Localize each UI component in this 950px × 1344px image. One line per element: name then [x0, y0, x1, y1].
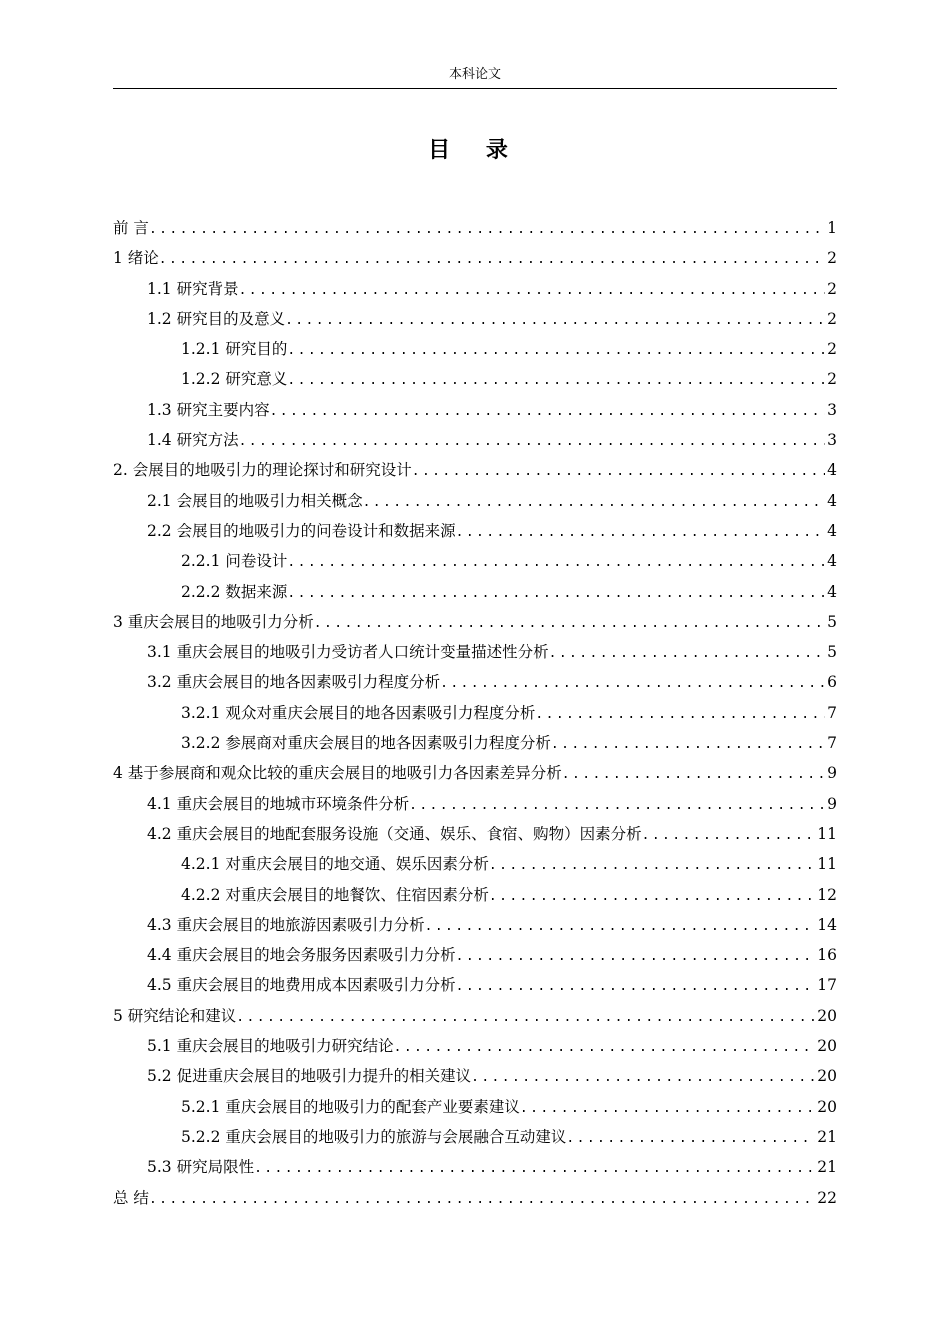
toc-entry-title: 5.1 重庆会展目的地吸引力研究结论 [147, 1037, 394, 1056]
toc-dot-leader [287, 366, 825, 396]
toc-entry-title: 5.3 研究局限性 [147, 1158, 255, 1177]
toc-entry[interactable] [113, 1061, 837, 1091]
toc-entry[interactable] [113, 728, 837, 758]
toc-dot-leader [425, 912, 816, 942]
toc-dot-leader [456, 972, 816, 1002]
toc-entry-page: 5 [827, 643, 837, 662]
toc-entry-page: 3 [827, 400, 837, 419]
toc-entry[interactable] [113, 516, 837, 546]
toc-dot-leader [314, 609, 825, 639]
toc-entry[interactable] [113, 546, 837, 576]
toc-dot-leader [412, 457, 825, 487]
toc-entry[interactable] [113, 395, 837, 425]
toc-entry-title: 1 绪论 [113, 249, 159, 268]
toc-entry[interactable] [113, 910, 837, 940]
toc-entry-page: 4 [827, 582, 837, 601]
table-of-contents [113, 213, 837, 1213]
toc-entry[interactable] [113, 758, 837, 788]
toc-entry[interactable] [113, 940, 837, 970]
toc-entry-page: 12 [817, 885, 837, 904]
toc-entry[interactable] [113, 425, 837, 455]
toc-entry-page: 1 [827, 219, 837, 237]
toc-dot-leader [566, 1124, 815, 1154]
toc-entry[interactable] [113, 970, 837, 1000]
toc-entry-title: 2. 会展目的地吸引力的理论探讨和研究设计 [113, 461, 412, 480]
toc-entry-page: 9 [827, 764, 837, 783]
toc-dot-leader [489, 882, 815, 912]
toc-entry-page: 16 [817, 946, 837, 965]
toc-dot-leader [149, 215, 825, 245]
toc-entry-title: 1.2.1 研究目的 [181, 340, 288, 359]
toc-entry-page: 17 [817, 976, 837, 995]
page-title: 目 录 [428, 138, 522, 163]
toc-entry-page: 2 [827, 340, 837, 359]
toc-dot-leader [520, 1094, 815, 1124]
toc-entry[interactable] [113, 1092, 837, 1122]
toc-entry-page: 21 [817, 1127, 837, 1146]
toc-entry-title: 5.2.1 重庆会展目的地吸引力的配套产业要素建议 [181, 1097, 520, 1116]
toc-entry-title: 3 重庆会展目的地吸引力分析 [113, 612, 314, 631]
toc-entry-page: 14 [817, 915, 837, 934]
toc-dot-leader [562, 760, 825, 790]
toc-entry-page: 4 [827, 552, 837, 571]
toc-entry[interactable] [113, 1183, 837, 1213]
toc-entry-title: 1.4 研究方法 [147, 431, 239, 450]
toc-entry-title: 4 基于参展商和观众比较的重庆会展目的地吸引力各因素差异分析 [113, 764, 562, 783]
toc-dot-leader [549, 639, 826, 669]
toc-entry-page: 4 [827, 491, 837, 510]
toc-entry[interactable] [113, 243, 837, 273]
page-header [113, 62, 837, 89]
toc-entry-page: 5 [827, 612, 837, 631]
toc-entry-page: 7 [827, 703, 837, 722]
toc-entry-title: 3.2.1 观众对重庆会展目的地各因素吸引力程度分析 [181, 703, 536, 722]
toc-entry-title: 2.1 会展目的地吸引力相关概念 [147, 491, 363, 510]
toc-entry-page: 2 [827, 249, 837, 268]
toc-entry[interactable] [113, 577, 837, 607]
toc-dot-leader [239, 276, 826, 306]
toc-dot-leader [456, 518, 826, 548]
toc-entry-title: 前 言 [113, 219, 149, 237]
toc-entry[interactable] [113, 334, 837, 364]
toc-dot-leader [456, 942, 816, 972]
toc-entry[interactable] [113, 213, 837, 243]
toc-entry-page: 2 [827, 309, 837, 328]
toc-entry-page: 20 [817, 1006, 837, 1025]
toc-dot-leader [236, 1003, 815, 1033]
toc-entry[interactable] [113, 819, 837, 849]
toc-entry[interactable] [113, 274, 837, 304]
toc-entry-page: 20 [817, 1067, 837, 1086]
toc-entry-page: 3 [827, 431, 837, 450]
toc-entry-title: 1.1 研究背景 [147, 279, 239, 298]
toc-entry-title: 4.3 重庆会展目的地旅游因素吸引力分析 [147, 915, 425, 934]
toc-entry-title: 4.2.2 对重庆会展目的地餐饮、住宿因素分析 [181, 885, 489, 904]
toc-entry[interactable] [113, 698, 837, 728]
toc-entry-title: 4.2 重庆会展目的地配套服务设施（交通、娱乐、食宿、购物）因素分析 [147, 824, 642, 843]
toc-entry-title: 2.2 会展目的地吸引力的问卷设计和数据来源 [147, 521, 456, 540]
toc-entry[interactable] [113, 486, 837, 516]
toc-dot-leader [440, 669, 825, 699]
toc-entry-page: 22 [817, 1188, 837, 1207]
toc-entry[interactable] [113, 789, 837, 819]
toc-entry-title: 1.2.2 研究意义 [181, 370, 288, 389]
toc-entry-title: 4.1 重庆会展目的地城市环境条件分析 [147, 794, 410, 813]
toc-dot-leader [409, 791, 825, 821]
toc-entry-title: 3.2.2 参展商对重庆会展目的地各因素吸引力程度分析 [181, 734, 551, 753]
toc-entry[interactable] [113, 1031, 837, 1061]
toc-entry-title: 4.5 重庆会展目的地费用成本因素吸引力分析 [147, 976, 456, 995]
toc-entry[interactable] [113, 1122, 837, 1152]
toc-entry[interactable] [113, 364, 837, 394]
toc-entry[interactable] [113, 637, 837, 667]
toc-entry-title: 3.1 重庆会展目的地吸引力受访者人口统计变量描述性分析 [147, 643, 549, 662]
toc-entry-page: 11 [817, 824, 837, 843]
toc-dot-leader [254, 1154, 815, 1184]
toc-entry-title: 1.3 研究主要内容 [147, 400, 270, 419]
toc-dot-leader [239, 427, 826, 457]
toc-entry[interactable] [113, 607, 837, 637]
toc-dot-leader [642, 821, 816, 851]
toc-entry-title: 2.2.1 问卷设计 [181, 552, 288, 571]
toc-dot-leader [149, 1185, 815, 1215]
toc-dot-leader [287, 548, 825, 578]
toc-entry-title: 总 结 [113, 1188, 149, 1207]
toc-entry-title: 2.2.2 数据来源 [181, 582, 288, 601]
toc-entry-page: 11 [817, 855, 837, 874]
toc-entry-page: 2 [827, 370, 837, 389]
header-text: 本科论文 [448, 67, 501, 82]
toc-entry-title: 3.2 重庆会展目的地各因素吸引力程度分析 [147, 673, 441, 692]
toc-entry-title: 4.4 重庆会展目的地会务服务因素吸引力分析 [147, 946, 456, 965]
toc-entry[interactable] [113, 304, 837, 334]
toc-entry-title: 5 研究结论和建议 [113, 1006, 237, 1025]
toc-entry-page: 20 [817, 1037, 837, 1056]
toc-entry[interactable] [113, 880, 837, 910]
toc-entry-title: 5.2.2 重庆会展目的地吸引力的旅游与会展融合互动建议 [181, 1127, 567, 1146]
toc-entry-page: 2 [827, 279, 837, 298]
toc-entry[interactable] [113, 667, 837, 697]
toc-dot-leader [159, 245, 825, 275]
toc-dot-leader [535, 700, 825, 730]
toc-entry[interactable] [113, 1152, 837, 1182]
toc-entry-page: 9 [827, 794, 837, 813]
toc-entry[interactable] [113, 1001, 837, 1031]
toc-entry-title: 1.2 研究目的及意义 [147, 309, 286, 328]
toc-entry-page: 7 [827, 734, 837, 753]
toc-entry-page: 21 [817, 1158, 837, 1177]
toc-dot-leader [287, 579, 825, 609]
toc-entry[interactable] [113, 455, 837, 485]
toc-dot-leader [285, 306, 825, 336]
toc-entry[interactable] [113, 849, 837, 879]
toc-entry-title: 5.2 促进重庆会展目的地吸引力提升的相关建议 [147, 1067, 472, 1086]
toc-dot-leader [394, 1033, 816, 1063]
toc-entry-page: 6 [827, 673, 837, 692]
toc-dot-leader [471, 1063, 815, 1093]
toc-dot-leader [363, 488, 826, 518]
toc-dot-leader [287, 336, 825, 366]
toc-entry-page: 4 [827, 461, 837, 480]
toc-dot-leader [489, 851, 815, 881]
toc-dot-leader [270, 397, 826, 427]
toc-entry-page: 20 [817, 1097, 837, 1116]
toc-dot-leader [551, 730, 825, 760]
toc-entry-title: 4.2.1 对重庆会展目的地交通、娱乐因素分析 [181, 855, 489, 874]
toc-entry-page: 4 [827, 521, 837, 540]
